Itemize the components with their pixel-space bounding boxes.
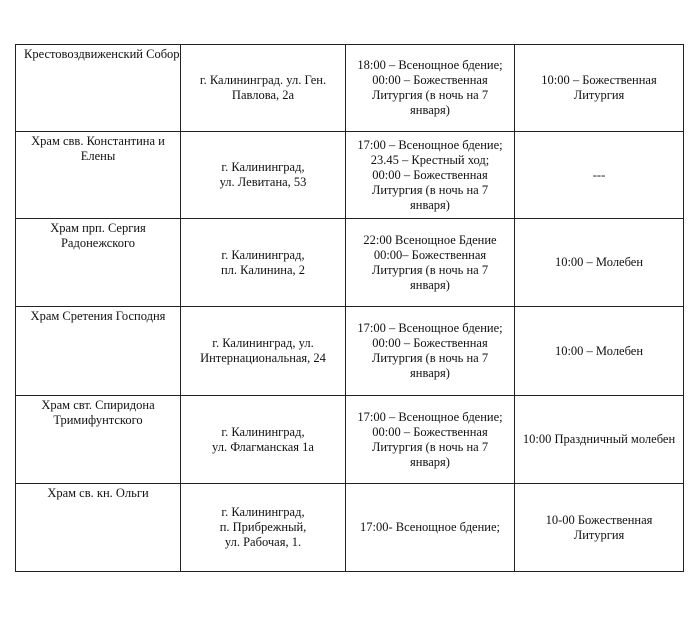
address-line: ул. Левитана, 53 <box>219 175 307 189</box>
services-line: 00:00 – Божественная <box>372 424 488 439</box>
services-line: 00:00 – Божественная <box>372 336 488 350</box>
address-line: г. Калининград. ул. Ген. <box>199 73 327 87</box>
schedule-body <box>16 45 684 572</box>
jan7-service-cell <box>515 484 684 572</box>
address-cell <box>181 132 346 219</box>
services-line: января) <box>410 197 450 212</box>
jan7-line: 10:00 – Молебен <box>554 343 644 358</box>
church-name-line: Храм прп. Сергия <box>50 221 146 235</box>
church-name-line: Храм св. кн. Ольги <box>47 486 149 500</box>
services-line: 17:00 – Всенощное бдение; <box>357 409 503 424</box>
address-line: г. Калининград, <box>221 160 305 174</box>
church-name-line: Радонежского <box>60 236 136 250</box>
church-name-cell <box>16 307 181 396</box>
address-line: г. Калининград, <box>221 505 305 519</box>
address-cell <box>181 396 346 484</box>
address-cell <box>181 45 346 132</box>
table-row <box>16 45 684 132</box>
address-line: пл. Калинина, 2 <box>220 262 306 277</box>
table-row <box>16 132 684 219</box>
services-cell <box>346 396 515 484</box>
services-line: января) <box>410 366 450 380</box>
jan7-line: 10:00 – Божественная <box>541 73 657 87</box>
services-line: января) <box>410 454 450 469</box>
services-line: 22:00 Всенощное Бдение <box>363 232 497 247</box>
address-cell <box>181 219 346 307</box>
address-cell <box>181 484 346 572</box>
address-cell <box>181 307 346 396</box>
services-line: 00:00 – Божественная <box>372 167 488 182</box>
church-name-cell <box>16 132 181 219</box>
church-name-line: Крестовоздвиженский Собор <box>24 47 180 61</box>
address-line: ул. Рабочая, 1. <box>224 535 302 549</box>
church-name-line: Храм свв. Константина и <box>31 134 165 148</box>
jan7-service-cell <box>515 396 684 484</box>
jan7-line: 10:00 – Молебен <box>554 255 644 269</box>
church-name-cell <box>16 484 181 572</box>
church-name-line: Елены <box>80 149 116 163</box>
services-line: Литургия (в ночь на 7 <box>371 88 489 102</box>
church-name-cell <box>16 219 181 307</box>
services-cell <box>346 219 515 307</box>
services-line: 23.45 – Крестный ход; <box>370 152 490 167</box>
services-line: Литургия (в ночь на 7 <box>371 262 489 277</box>
church-name-cell <box>16 45 181 132</box>
address-line: Интернациональная, 24 <box>200 351 326 365</box>
address-line: г. Калининград, <box>221 247 305 262</box>
jan7-service-cell <box>515 219 684 307</box>
services-line: января) <box>410 277 450 292</box>
church-name-line: Тримифунтского <box>53 413 143 427</box>
address-line: ул. Флагманская 1а <box>212 439 314 454</box>
table-row <box>16 219 684 307</box>
services-cell <box>346 307 515 396</box>
services-line: 17:00- Всенощное бдение; <box>359 520 501 534</box>
church-name-cell <box>16 396 181 484</box>
services-line: 17:00 – Всенощное бдение; <box>357 137 503 152</box>
services-line: Литургия (в ночь на 7 <box>371 351 489 365</box>
services-cell <box>346 45 515 132</box>
jan7-line: 10:00 Праздничный молебен <box>522 432 676 446</box>
table-row <box>16 307 684 396</box>
services-line: Литургия (в ночь на 7 <box>371 439 489 454</box>
services-cell <box>346 484 515 572</box>
address-line: п. Прибрежный, <box>219 520 307 534</box>
address-line: г. Калининград, <box>221 424 305 439</box>
church-name-line: Храм Сретения Господня <box>30 309 166 323</box>
church-name-line: Храм свт. Спиридона <box>41 398 155 412</box>
services-line: 00:00– Божественная <box>373 247 487 262</box>
jan7-service-cell <box>515 45 684 132</box>
address-line: Павлова, 2а <box>231 88 295 102</box>
schedule-table <box>15 44 684 572</box>
jan7-line: 10-00 Божественная <box>545 512 653 527</box>
services-line: 17:00 – Всенощное бдение; <box>357 321 503 335</box>
services-line: января) <box>410 103 450 117</box>
jan7-line: --- <box>592 167 606 182</box>
jan7-line: Литургия <box>573 527 625 542</box>
services-line: 00:00 – Божественная <box>372 73 488 87</box>
jan7-service-cell <box>515 132 684 219</box>
table-row <box>16 396 684 484</box>
services-line: Литургия (в ночь на 7 <box>371 182 489 197</box>
services-cell <box>346 132 515 219</box>
services-line: 18:00 – Всенощное бдение; <box>357 58 503 72</box>
jan7-service-cell <box>515 307 684 396</box>
jan7-line: Литургия <box>573 88 625 102</box>
table-row <box>16 484 684 572</box>
address-line: г. Калининград, ул. <box>212 336 314 350</box>
